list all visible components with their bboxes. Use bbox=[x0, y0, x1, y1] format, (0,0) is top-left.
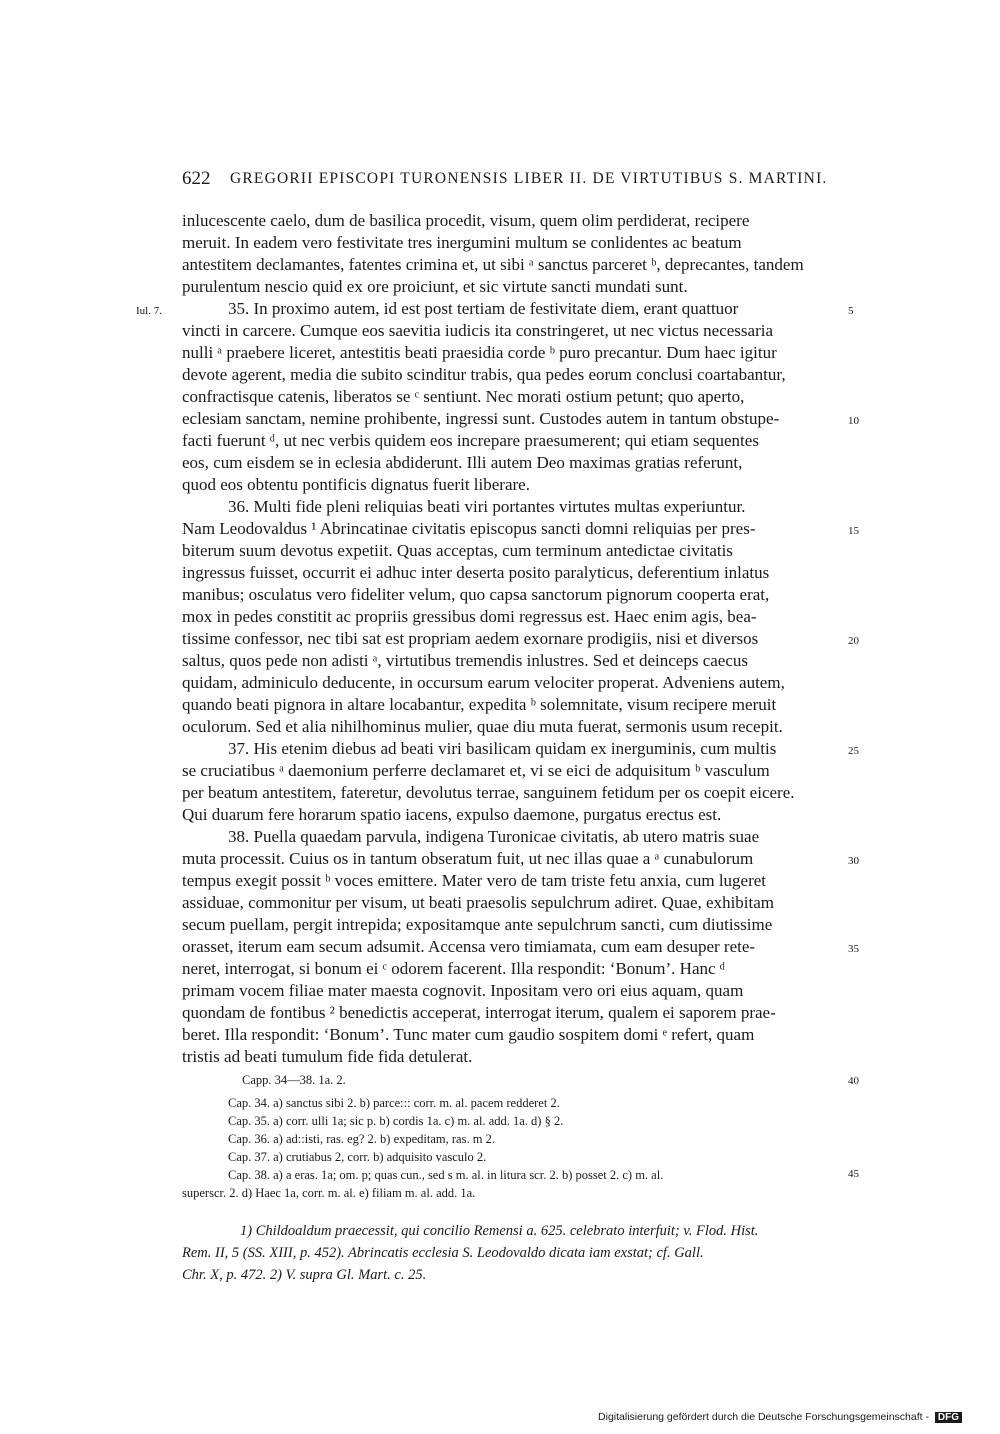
apparatus-line: Cap. 35. a) corr. ulli 1a; sic p. b) cordis 1a. c) m. al. add. 1a. d) § 2. bbox=[228, 1114, 564, 1128]
text-line: 36. Multi fide pleni reliquias beati viri portantes virtutes multas experiuntur. bbox=[228, 497, 746, 516]
apparatus-line: Cap. 36. a) ad::isti, ras. eg? 2. b) expeditam, ras. m 2. bbox=[228, 1132, 495, 1146]
text-line: quondam de fontibus ² benedictis acceperat, interrogat iterum, qualem ei saporem prae- bbox=[182, 1003, 776, 1022]
line-number: 35 bbox=[848, 943, 859, 955]
text-line: mox in pedes constitit ac propriis gressibus domi regressus est. Haec enim agis, bea- bbox=[182, 607, 757, 626]
line-number: 25 bbox=[848, 745, 859, 757]
line-number: 45 bbox=[848, 1168, 859, 1180]
apparatus-line: Cap. 38. a) a eras. 1a; om. p; quas cun., sed s m. al. in litura scr. 2. b) posset 2. c) m. al. bbox=[228, 1168, 664, 1182]
text-line: tempus exegit possit ᵇ voces emittere. Mater vero de tam triste fetu anxia, cum lugeret bbox=[182, 871, 767, 890]
text-line: 35. In proximo autem, id est post tertiam de festivitate diem, erant quattuor bbox=[228, 299, 739, 318]
digitization-notice bbox=[598, 1411, 962, 1423]
text-line: secum puellam, pergit intrepida; expositamque ante sepulchrum sancti, cum diutissime bbox=[182, 915, 773, 934]
page-header bbox=[182, 168, 846, 196]
text-line: 38. Puella quaedam parvula, indigena Turonicae civitatis, ab utero matris suae bbox=[228, 827, 760, 846]
text-line: devote agerent, media die subito scinditur trabis, qua pedes eorum conclusi coartabantur, bbox=[182, 365, 786, 384]
text-line: orasset, iterum eam secum adsumit. Accensa vero timiamata, cum eam desuper rete- bbox=[182, 937, 756, 956]
line-number: 5 bbox=[848, 305, 854, 317]
footnote-line: Chr. X, p. 472. 2) V. supra Gl. Mart. c. 25. bbox=[182, 1267, 427, 1283]
footnote-line: Rem. II, 5 (SS. XIII, p. 452). Abrincatis ecclesia S. Leodovaldo dicata iam exstat; cf. Gall. bbox=[182, 1245, 704, 1261]
text-line: muta processit. Cuius os in tantum obseratum fuit, ut nec illas quae a ᵃ cunabulorum bbox=[182, 849, 754, 868]
dfg-logo: DFG bbox=[935, 1412, 962, 1423]
text-line: quod eos obtentu pontificis dignatus fuerit liberare. bbox=[182, 475, 530, 494]
text-line: beret. Illa respondit: ‘Bonum’. Tunc mater cum gaudio sospitem domi ᵉ refert, quam bbox=[182, 1025, 755, 1044]
text-line: quando beati pignora in altare locabantur, expedita ᵇ solemnitate, visum recipere meruit bbox=[182, 695, 777, 714]
text-line: ingressus fuisset, occurrit ei adhuc inter deserta posito paralyticus, deferentium inlatus bbox=[182, 563, 770, 582]
line-number: 40 bbox=[848, 1075, 859, 1087]
text-line: biterum suum devotus expetiit. Quas acceptas, cum terminum antedictae civitatis bbox=[182, 541, 733, 560]
line-number: 30 bbox=[848, 855, 859, 867]
text-line: neret, interrogat, si bonum ei ᶜ odorem facerent. Illa respondit: ‘Bonum’. Hanc ᵈ bbox=[182, 959, 726, 978]
text-line: purulentum nescio quid ex ore proiciunt, et sic virtute sancti mundati sunt. bbox=[182, 277, 688, 296]
margin-note: Iul. 7. bbox=[136, 305, 162, 317]
text-line: meruit. In eadem vero festivitate tres inergumini multum se conlidentes ac beatum bbox=[182, 233, 742, 252]
text-line: per beatum antestitem, fateretur, devolutus terrae, sanguinem fetidum per os coepit eicere. bbox=[182, 783, 795, 802]
line-number: 20 bbox=[848, 635, 859, 647]
text-line: manibus; osculatus vero fideliter velum, quo capsa sanctorum pignorum cooperta erat, bbox=[182, 585, 770, 604]
apparatus-line: superscr. 2. d) Haec 1a, corr. m. al. e) filiam m. al. add. 1a. bbox=[182, 1186, 476, 1200]
footer-text: Digitalisierung gefördert durch die Deutsche Forschungsgemeinschaft - bbox=[598, 1411, 929, 1423]
line-number: 15 bbox=[848, 525, 859, 537]
text-line: eclesiam sanctam, nemine prohibente, ingressi sunt. Custodes autem in tantum obstupe- bbox=[182, 409, 780, 428]
text-line: Nam Leodovaldus ¹ Abrincatinae civitatis episcopus sancti domni reliquias per pres- bbox=[182, 519, 756, 538]
text-line: inlucescente caelo, dum de basilica procedit, visum, quem olim perdiderat, recipere bbox=[182, 211, 750, 230]
text-line: nulli ᵃ praebere liceret, antestitis beati praesidia corde ᵇ puro precantur. Dum haec igitur bbox=[182, 343, 777, 362]
text-line: tristis ad beati tumulum fide fida detulerat. bbox=[182, 1047, 473, 1066]
text-line: se cruciatibus ᵃ daemonium perferre declamaret et, vi se eici de adquisitum ᵇ vasculum bbox=[182, 761, 770, 780]
text-line: saltus, quos pede non adisti ᵃ, virtutibus tremendis inlustres. Sed et deinceps caecus bbox=[182, 651, 749, 670]
text-line: eos, cum eisdem se in eclesia abdiderunt. Illi autem Deo maximas gratias referunt, bbox=[182, 453, 743, 472]
text-line: tissime confessor, nec tibi sat est propriam aedem exornare prodigiis, nisi et diversos bbox=[182, 629, 759, 648]
text-line: 37. His etenim diebus ad beati viri basilicam quidam ex inerguminis, cum multis bbox=[228, 739, 777, 758]
text-line: oculorum. Sed et alia nihilhominus mulier, quae diu muta fuerat, sermonis usum recepit. bbox=[182, 717, 783, 736]
apparatus-line: Cap. 34. a) sanctus sibi 2. b) parce::: corr. m. al. pacem redderet 2. bbox=[228, 1096, 560, 1110]
text-line: Qui duarum fere horarum spatio iacens, expulso daemone, purgatus erectus est. bbox=[182, 805, 722, 824]
apparatus-line: Capp. 34—38. 1a. 2. bbox=[242, 1073, 346, 1087]
text-line: vincti in carcere. Cumque eos saevitia iudicis ita constringeret, ut nec victus necessaria bbox=[182, 321, 774, 340]
page-number: 622 bbox=[182, 168, 211, 189]
text-line: facti fuerunt ᵈ, ut nec verbis quidem eos increpare praesumerent; qui etiam sequentes bbox=[182, 431, 759, 450]
line-number: 10 bbox=[848, 415, 859, 427]
text-line: antestitem declamantes, fatentes crimina et, ut sibi ᵃ sanctus parceret ᵇ, deprecantes, tandem bbox=[182, 255, 804, 274]
text-line: primam vocem filiae mater maesta cognovit. Inpositam vero ori eius aquam, quam bbox=[182, 981, 744, 1000]
text-line: confractisque catenis, liberatos se ᶜ sentiunt. Nec morati ostium petunt; quo aperto, bbox=[182, 387, 745, 406]
footnote-line: 1) Childoaldum praecessit, qui concilio Remensi a. 625. celebrato interfuit; v. Flod. Hist. bbox=[240, 1223, 759, 1239]
apparatus-line: Cap. 37. a) crutiabus 2, corr. b) adquisito vasculo 2. bbox=[228, 1150, 487, 1164]
running-title: GREGORII EPISCOPI TURONENSIS LIBER II. DE VIRTUTIBUS S. MARTINI. bbox=[230, 170, 828, 187]
text-line: quidam, adminiculo deducente, in occursum earum velociter properat. Adveniens autem, bbox=[182, 673, 785, 692]
text-line: assiduae, commonitur per visum, ut beati praesolis sepulchrum adiret. Quae, exhibitam bbox=[182, 893, 775, 912]
